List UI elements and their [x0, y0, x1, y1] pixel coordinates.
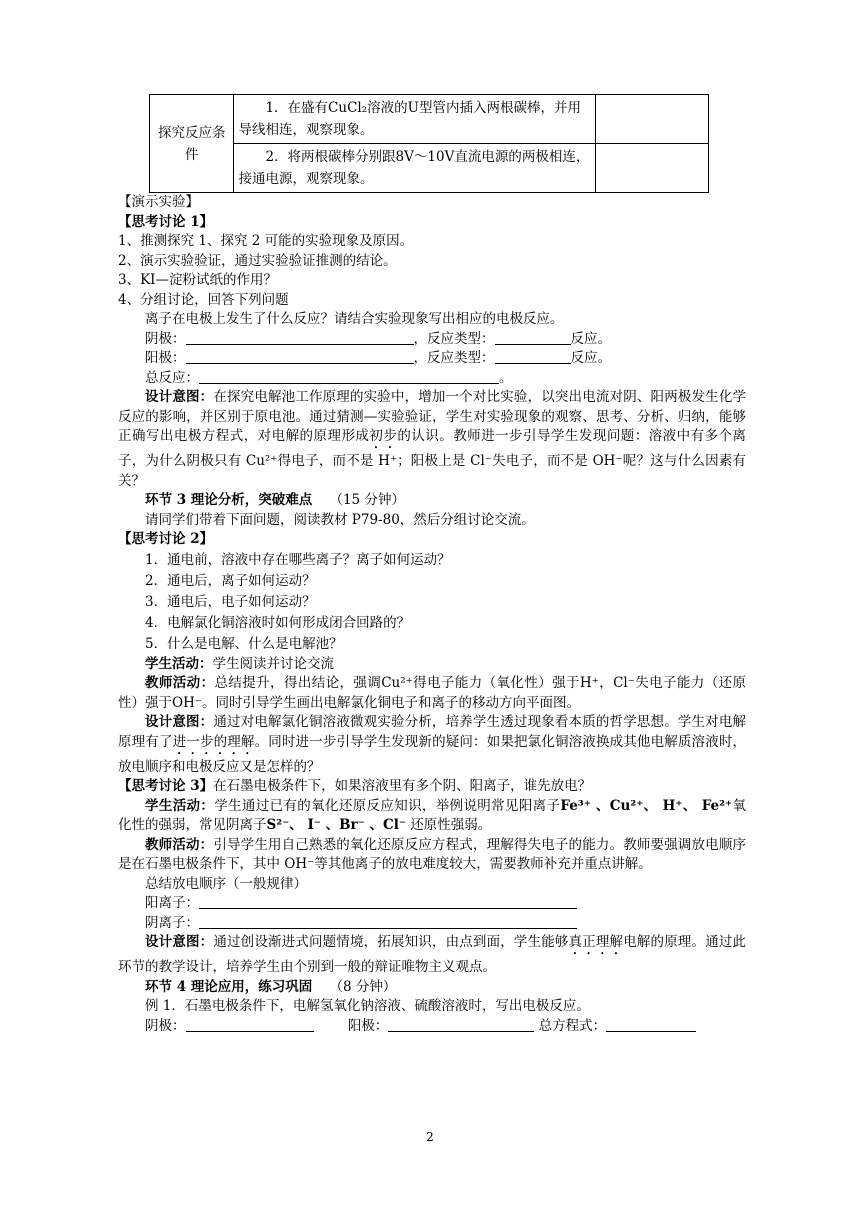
anode-blank[interactable]: [186, 349, 414, 364]
example-1-answer-line: [118, 1017, 746, 1037]
design-intent-3-text-a: 通过创设渐进式问题情境，拓展知识，由点到面，学生能够: [213, 934, 569, 950]
discussion2-item-3: 3．通电后，电子如何运动？: [145, 593, 316, 610]
cathode-blank[interactable]: [186, 330, 414, 345]
section3-time: （15 分钟）: [329, 492, 405, 508]
discussion2-item-5: 5．什么是电解、什么是电解池？: [145, 635, 343, 652]
design-intent-3-text-b: 电解的原理。通过此环节的教学设计，培养学生由个别到一般的辩证唯物主义观点。: [118, 934, 747, 975]
anion-order-label: 阴离子：: [145, 914, 199, 931]
total-reaction-line: [118, 369, 746, 389]
cathode-label: 阴极：: [145, 330, 186, 347]
student-activity-2-text-c: 还原性强弱。: [405, 817, 492, 833]
example-total-blank[interactable]: [606, 1017, 696, 1032]
example-total-label: 总方程式：: [538, 1017, 607, 1034]
anode-type-blank[interactable]: [495, 349, 571, 364]
student-activity-2-text-b: 氧化性的强弱，常见阴离子: [118, 797, 747, 833]
section3-title: 环节 3 理论分析，突破难点: [145, 492, 313, 508]
table-blank-1: [595, 95, 708, 144]
total-reaction-blank[interactable]: [199, 369, 499, 384]
discussion2-item-4: 4．电解氯化铜溶液时如何形成闭合回路的？: [145, 614, 411, 631]
section4-time: （8 分钟）: [329, 978, 397, 995]
teacher-activity-2-label: 教师活动：: [145, 836, 214, 853]
table-row-head: 探究反应条件: [150, 95, 234, 193]
anode-label: 阳极：: [145, 350, 186, 366]
design-intent-1-text-b: 的认识。教师进一步引导学生发现问题：溶液中有多个离子，为什么阴极只有 Cu²⁺得电子，而不是 H⁺；阳极上是 Cl⁻失电子，而不是 OH⁻呢？这与什么因素有关？: [118, 428, 747, 489]
design-intent-3-emphasis: 真正理解: [568, 934, 624, 950]
example-cathode-blank[interactable]: [186, 1017, 314, 1032]
section4-title: 环节 4 理论应用，练习巩固: [145, 978, 313, 995]
discussion1-question: 离子在电极上发生了什么反应？请结合实验现象写出相应的电极反应。: [145, 311, 564, 327]
discussion1-item-4: 4、分组讨论，回答下列问题: [118, 291, 289, 308]
section3-intro: 请同学们带着下面问题，阅读教材 P79-80，然后分组讨论交流。: [145, 511, 535, 528]
table-step-1: 1．在盛有CuCl₂溶液的U型管内插入两根碳棒，并用导线相连，观察现象。: [234, 95, 595, 144]
discussion2-title: 【思考讨论 2】: [118, 531, 214, 547]
discussion1-item-3: 3、KI—淀粉试纸的作用？: [118, 272, 278, 288]
teacher-activity-1-label: 教师活动：: [145, 675, 215, 691]
design-intent-1: [118, 388, 746, 491]
discharge-order-title: 总结放电顺序（一般规律）: [145, 875, 307, 892]
demo-title: 【演示实验】: [118, 194, 199, 210]
cathode-line: [118, 330, 746, 350]
discussion1-title: 【思考讨论 1】: [118, 213, 214, 230]
discussion2-item-1: 1．通电前，溶液中存在哪些离子？离子如何运动？: [145, 551, 451, 568]
example-1: 例 1．石墨电极条件下，电解氢氧化钠溶液、硫酸溶液时，写出电极反应。: [145, 998, 590, 1014]
student-activity-1-label: 学生活动：: [145, 655, 213, 672]
anion-order-line: [118, 914, 746, 934]
discussion1-item-2: 2、演示实验验证，通过实验验证推测的结论。: [118, 252, 397, 269]
discussion3: [118, 777, 746, 797]
example-anode-label: 阳极：: [347, 1017, 389, 1034]
discussion2-item-2: 2．通电后，离子如何运动？: [145, 572, 316, 589]
design-intent-2-emphasis: 进一步的理解: [172, 733, 255, 750]
cation-order-blank[interactable]: [199, 894, 577, 909]
student-activity-2-text-a: 学生通过已有的氧化还原反应知识，举例说明常见阳离子: [214, 797, 561, 814]
anion-list: S²⁻、 I⁻ 、Br⁻ 、Cl⁻: [266, 817, 406, 833]
cathode-reaction-suffix: 反应。: [570, 330, 611, 347]
cation-list: Fe³⁺ 、Cu²⁺、 H⁺、 Fe²⁺: [560, 797, 733, 814]
section3-heading: [118, 491, 746, 511]
document-page: [118, 94, 746, 1036]
anode-reaction-suffix: 反应。: [570, 350, 611, 366]
student-activity-2: [118, 797, 746, 836]
example-anode-blank[interactable]: [388, 1017, 534, 1032]
total-reaction-end: 。: [499, 369, 513, 386]
cation-order-line: [118, 894, 746, 914]
table-step-2: 2．将两根碳棒分别跟8V～10V直流电源的两极相连，接通电源，观察现象。: [234, 144, 595, 193]
experiment-table: [149, 94, 709, 193]
teacher-activity-1: [118, 674, 746, 713]
cathode-type-blank[interactable]: [495, 330, 571, 345]
total-reaction-label: 总反应：: [145, 369, 199, 386]
table-blank-2: [595, 144, 708, 193]
discussion1-item-1: 1、推测探究 1、探究 2 可能的实验现象及原因。: [118, 233, 414, 249]
discussion3-text: 在石墨电极条件下，如果溶液里有多个阴、阳离子，谁先放电？: [213, 778, 592, 794]
design-intent-2-text-a: 通过对电解氯化铜溶液微观实验分析，培养学生透过现象看本质的哲学思想。学生对电解原理有了: [118, 714, 747, 750]
discussion3-title: 【思考讨论 3】: [118, 778, 214, 794]
cation-order-label: 阳离子：: [145, 895, 199, 911]
design-intent-1-label: 设计意图：: [145, 389, 214, 405]
section4-heading: [118, 978, 746, 998]
page-number: 2: [426, 1130, 434, 1144]
anode-line: [118, 349, 746, 369]
example-cathode-label: 阴极：: [145, 1017, 186, 1034]
teacher-activity-2-text: 引导学生用自己熟悉的氧化还原反应方程式，理解得失电子的能力。教师要强调放电顺序是在石墨电极条件下，其中 OH⁻等其他离子的放电难度较大，需要教师补充并重点讲解。: [118, 836, 747, 872]
teacher-activity-2: [118, 836, 746, 875]
student-activity-1-text: 学生阅读并讨论交流: [212, 655, 334, 672]
student-activity-2-label: 学生活动：: [145, 797, 215, 814]
design-intent-1-text-a: 在探究电解池工作原理的实验中，增加一个对比实验，以突出电流对阴、阳两极发生化学反应的影响，并区别于原电池。通过猜测—实验验证，学生对实验现象的观察、思考、分析、归纳，能够正确写出电极方程式，对电解的原理形成: [118, 389, 747, 444]
student-activity-1: [118, 655, 746, 675]
cathode-type-label: ，反应类型：: [413, 330, 495, 347]
design-intent-3: [118, 933, 746, 978]
design-intent-1-emphasis: 初步: [369, 428, 398, 444]
teacher-activity-1-text: 总结提升，得出结论，强调Cu²⁺得电子能力（氧化性）强于H⁺，Cl⁻失电子能力（还原性）强于OH⁻。同时引导学生画出电解氯化铜电子和离子的移动方向平面图。: [118, 675, 747, 711]
design-intent-2-label: 设计意图：: [145, 714, 214, 730]
design-intent-2: [118, 713, 746, 777]
design-intent-3-label: 设计意图：: [145, 934, 214, 950]
anode-type-label: ，反应类型：: [413, 350, 495, 366]
design-intent-2-text-b: 。同时进一步引导学生发现新的疑问：如果把氯化铜溶液换成其他电解质溶液时，放电顺序和电极反应又是怎样的？: [118, 733, 747, 775]
anion-order-blank[interactable]: [199, 914, 577, 929]
